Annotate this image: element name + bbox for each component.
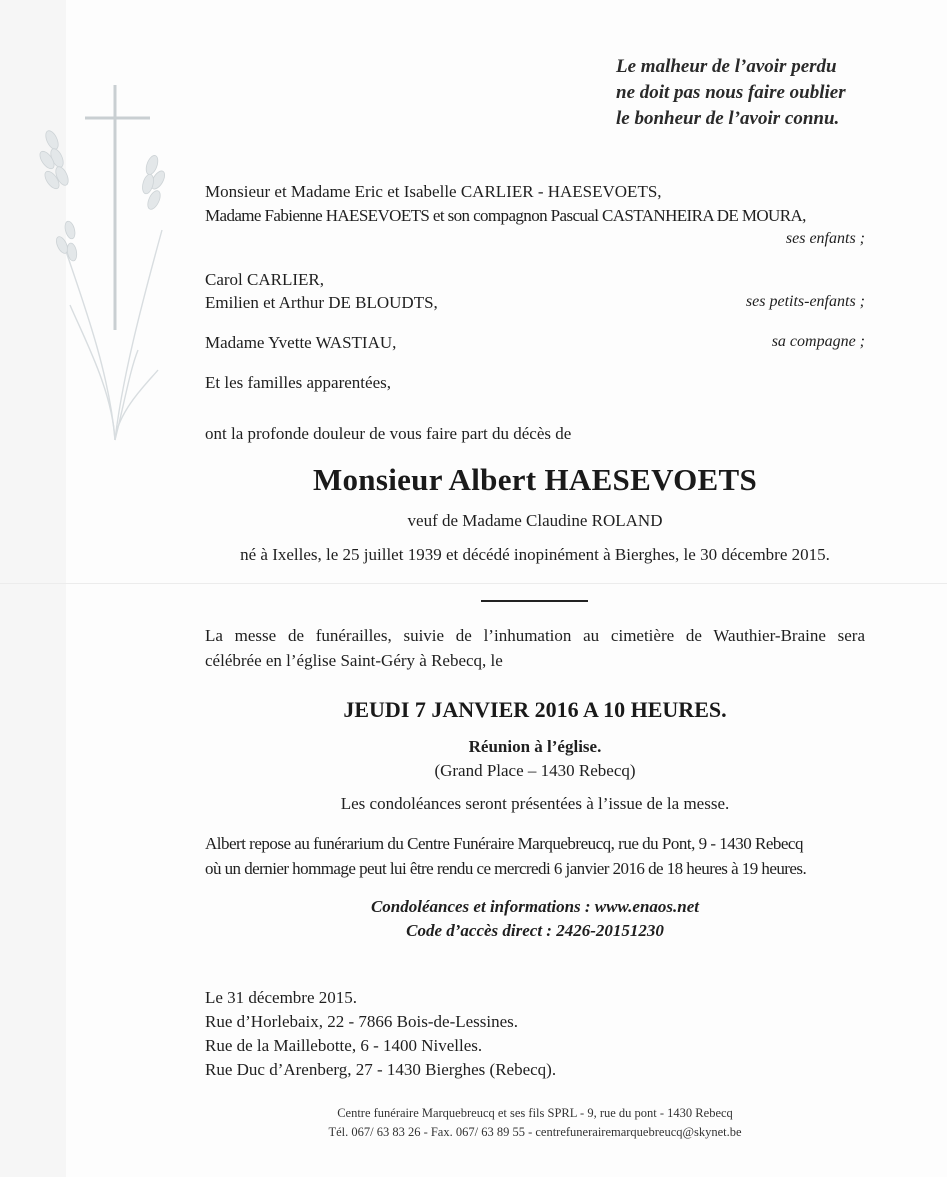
children-line: Madame Fabienne HAESEVOETS et son compagnon Pascual CASTANHEIRA DE MOURA,	[205, 206, 806, 225]
funeral-date: JEUDI 7 JANVIER 2016 A 10 HEURES.	[343, 697, 727, 722]
cross-with-wheat-icon	[30, 80, 170, 460]
funerarium-line: Albert repose au funérarium du Centre Funéraire Marquebreucq, rue du Pont, 9 - 1430 Rebecq	[205, 834, 803, 853]
fold-line	[0, 583, 947, 584]
access-code: Code d’accès direct : 2426-20151230	[406, 921, 664, 940]
meeting-place: Réunion à l’église.	[468, 737, 602, 756]
children-role: ses enfants ;	[785, 230, 865, 247]
deceased-name: Monsieur Albert HAESEVOETS	[312, 462, 758, 497]
address-line: Rue d’Horlebaix, 22 - 7866 Bois-de-Lessines.	[205, 1012, 519, 1031]
grandchildren-line: Emilien et Arthur DE BLOUDTS,	[205, 293, 438, 312]
mass-line: célébrée en l’église Saint-Géry à Rebecq, le	[205, 651, 503, 670]
address-line: Rue Duc d’Arenberg, 27 - 1430 Bierghes (Rebecq).	[205, 1060, 557, 1079]
funerarium-paragraph	[205, 831, 865, 881]
widower-line: veuf de Madame Claudine ROLAND	[407, 511, 663, 530]
grandchildren-line: Carol CARLIER,	[205, 270, 324, 289]
mass-paragraph	[205, 623, 865, 673]
companion-line: Madame Yvette WASTIAU,	[205, 333, 397, 352]
children-line: Monsieur et Madame Eric et Isabelle CARLIER - HAESEVOETS,	[205, 182, 662, 201]
grandchildren-role: ses petits-enfants ;	[745, 293, 865, 310]
quote-line: le bonheur de l’avoir connu.	[616, 108, 840, 129]
companion-role: sa compagne ;	[771, 333, 865, 350]
footer-line: Tél. 067/ 63 83 26 - Fax. 067/ 63 89 55 - centrefunerairemarquebreucq@skynet.be	[328, 1125, 742, 1139]
separator-rule	[481, 600, 588, 602]
address-line: Rue de la Maillebotte, 6 - 1400 Nivelles.	[205, 1036, 483, 1055]
closing-date: Le 31 décembre 2015.	[205, 988, 357, 1007]
quote-line: ne doit pas nous faire oublier	[616, 82, 846, 103]
meeting-address: (Grand Place – 1430 Rebecq)	[434, 761, 636, 780]
footer-line: Centre funéraire Marquebreucq et ses fils SPRL - 9, rue du pont - 1430 Rebecq	[337, 1106, 733, 1120]
announcement-intro: ont la profonde douleur de vous faire part du décès de	[205, 424, 572, 443]
quote-line: Le malheur de l’avoir perdu	[616, 56, 837, 77]
birth-death-line: né à Ixelles, le 25 juillet 1939 et décédé inopinément à Bierghes, le 30 décembre 2015.	[240, 545, 830, 564]
condolences-note: Les condoléances seront présentées à l’issue de la messe.	[340, 794, 730, 813]
epigraph-quote	[616, 54, 846, 132]
relatives-line: Et les familles apparentées,	[205, 373, 391, 392]
mass-line: La messe de funérailles, suivie de l’inhumation au cimetière de Wauthier-Braine sera	[205, 626, 865, 645]
online-condolences: Condoléances et informations : www.enaos.net	[370, 897, 700, 916]
funerarium-line: où un dernier hommage peut lui être rendu ce mercredi 6 janvier 2016 de 18 heures à 19 heures.	[205, 859, 807, 878]
